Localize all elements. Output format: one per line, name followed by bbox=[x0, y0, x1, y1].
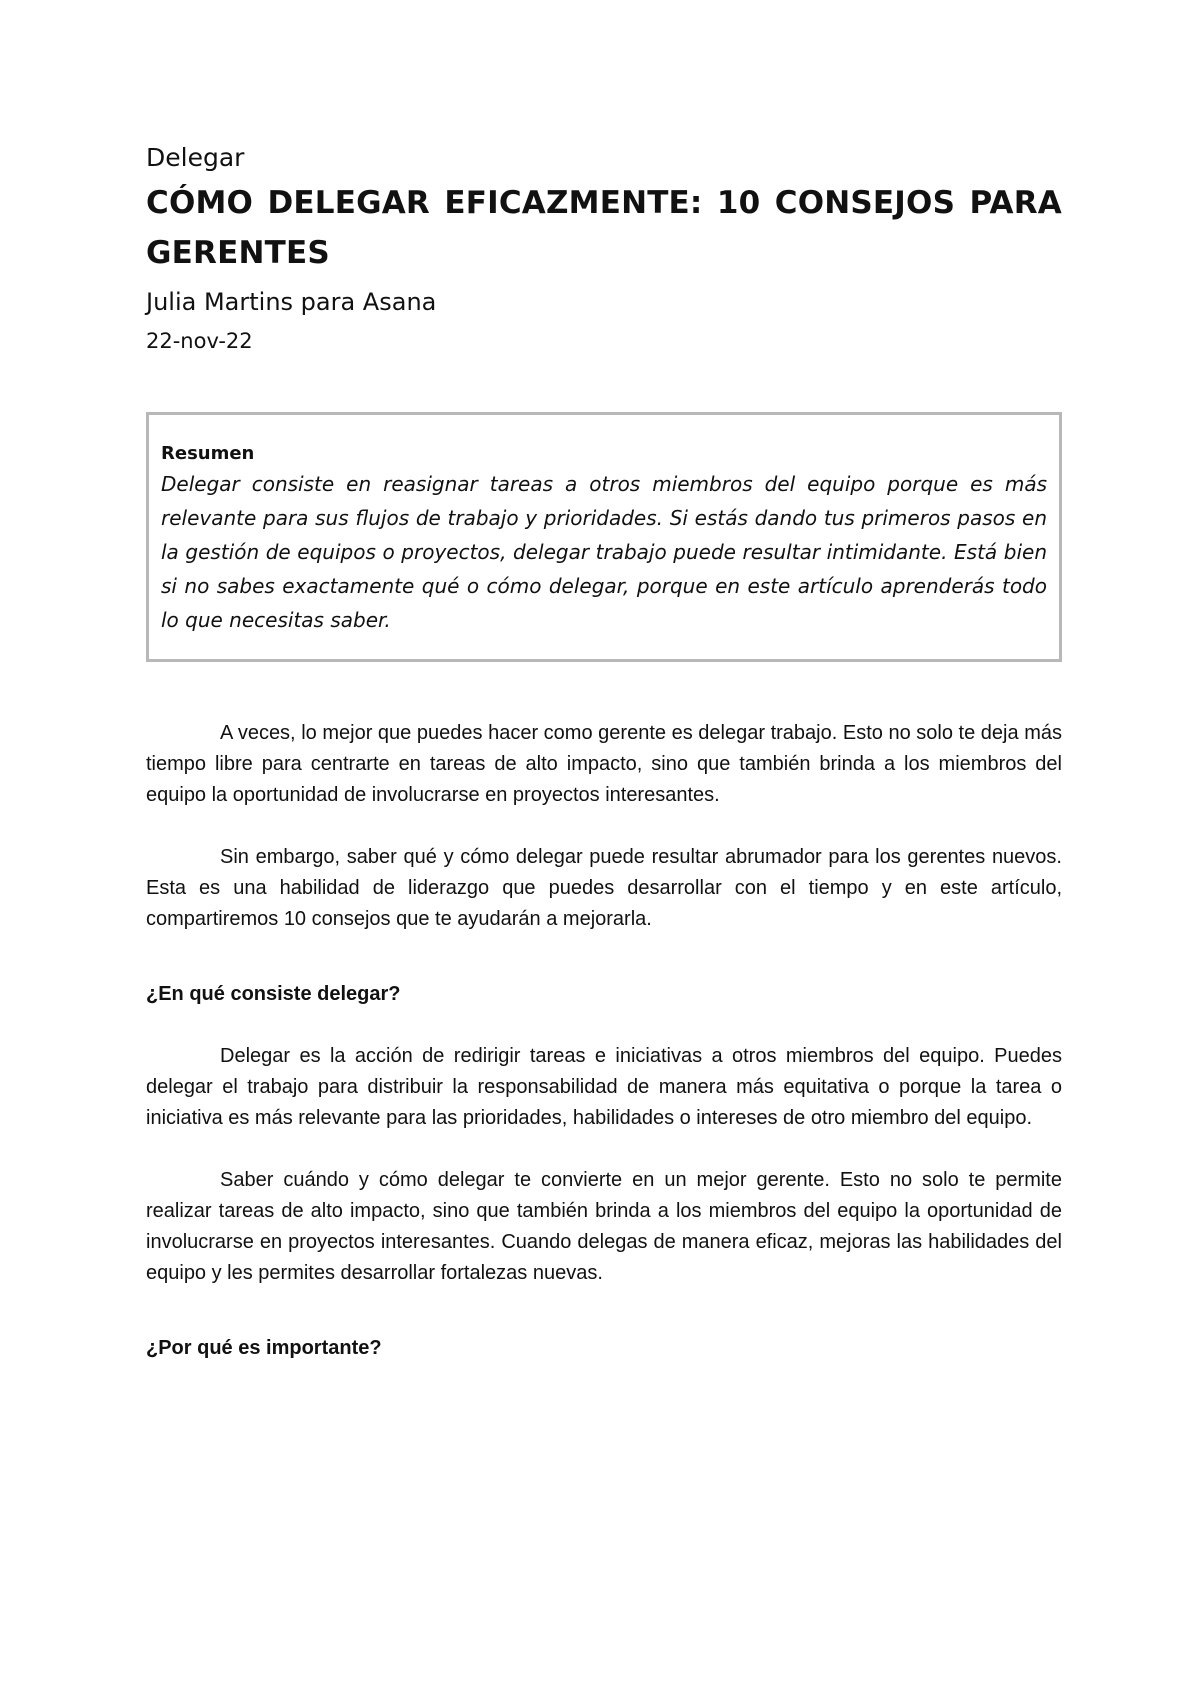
document-author: Julia Martins para Asana bbox=[146, 288, 437, 316]
document-page bbox=[146, 140, 1062, 1395]
section-heading-why-important: ¿Por qué es importante? bbox=[146, 1337, 382, 1359]
summary-heading: Resumen bbox=[161, 443, 255, 464]
section-heading-what-is-delegating: ¿En qué consiste delegar? bbox=[146, 983, 401, 1005]
summary-text: Delegar consiste en reasignar tareas a otros miembros del equipo porque es más relevante para sus flujos de trabajo y prioridades. Si estás dando tus primeros pasos en la gestión de equipos o proyectos, delegar trabajo puede resultar intimidante. Está bien si no sabes exactamente qué o cómo delegar, porque en este artículo aprenderás todo lo que necesitas saber. bbox=[161, 472, 1047, 632]
document-body bbox=[146, 718, 1062, 1364]
section1-paragraph-2: Saber cuándo y cómo delegar te convierte en un mejor gerente. Esto no solo te permite realizar tareas de alto impacto, sino que también brinda a los miembros del equipo la oportunidad de involucrarse en proyectos interesantes. Cuando delegas de manera eficaz, mejoras las habilidades del equipo y les permites desarrollar fortalezas nuevas. bbox=[146, 1169, 1062, 1284]
document-date: 22-nov-22 bbox=[146, 329, 253, 353]
intro-paragraph-1: A veces, lo mejor que puedes hacer como gerente es delegar trabajo. Esto no solo te deja más tiempo libre para centrarte en tareas de alto impacto, sino que también brinda a los miembros del equipo la oportunidad de involucrarse en proyectos interesantes. bbox=[146, 722, 1062, 806]
section1-paragraph-1: Delegar es la acción de redirigir tareas e iniciativas a otros miembros del equipo. Puedes delegar el trabajo para distribuir la responsabilidad de manera más equitativa o porque la tarea o iniciativa es más relevante para las prioridades, habilidades o intereses de otro miembro del equipo. bbox=[146, 1045, 1062, 1129]
summary-box bbox=[146, 412, 1062, 662]
intro-paragraph-2: Sin embargo, saber qué y cómo delegar puede resultar abrumador para los gerentes nuevos. Esta es una habilidad de liderazgo que puedes desarrollar con el tiempo y en este artículo, compartiremos 10 consejos que te ayudarán a mejorarla. bbox=[146, 846, 1062, 930]
document-title: CÓMO DELEGAR EFICAZMENTE: 10 CONSEJOS PARA GERENTES bbox=[146, 185, 1062, 271]
document-category: Delegar bbox=[146, 143, 245, 172]
